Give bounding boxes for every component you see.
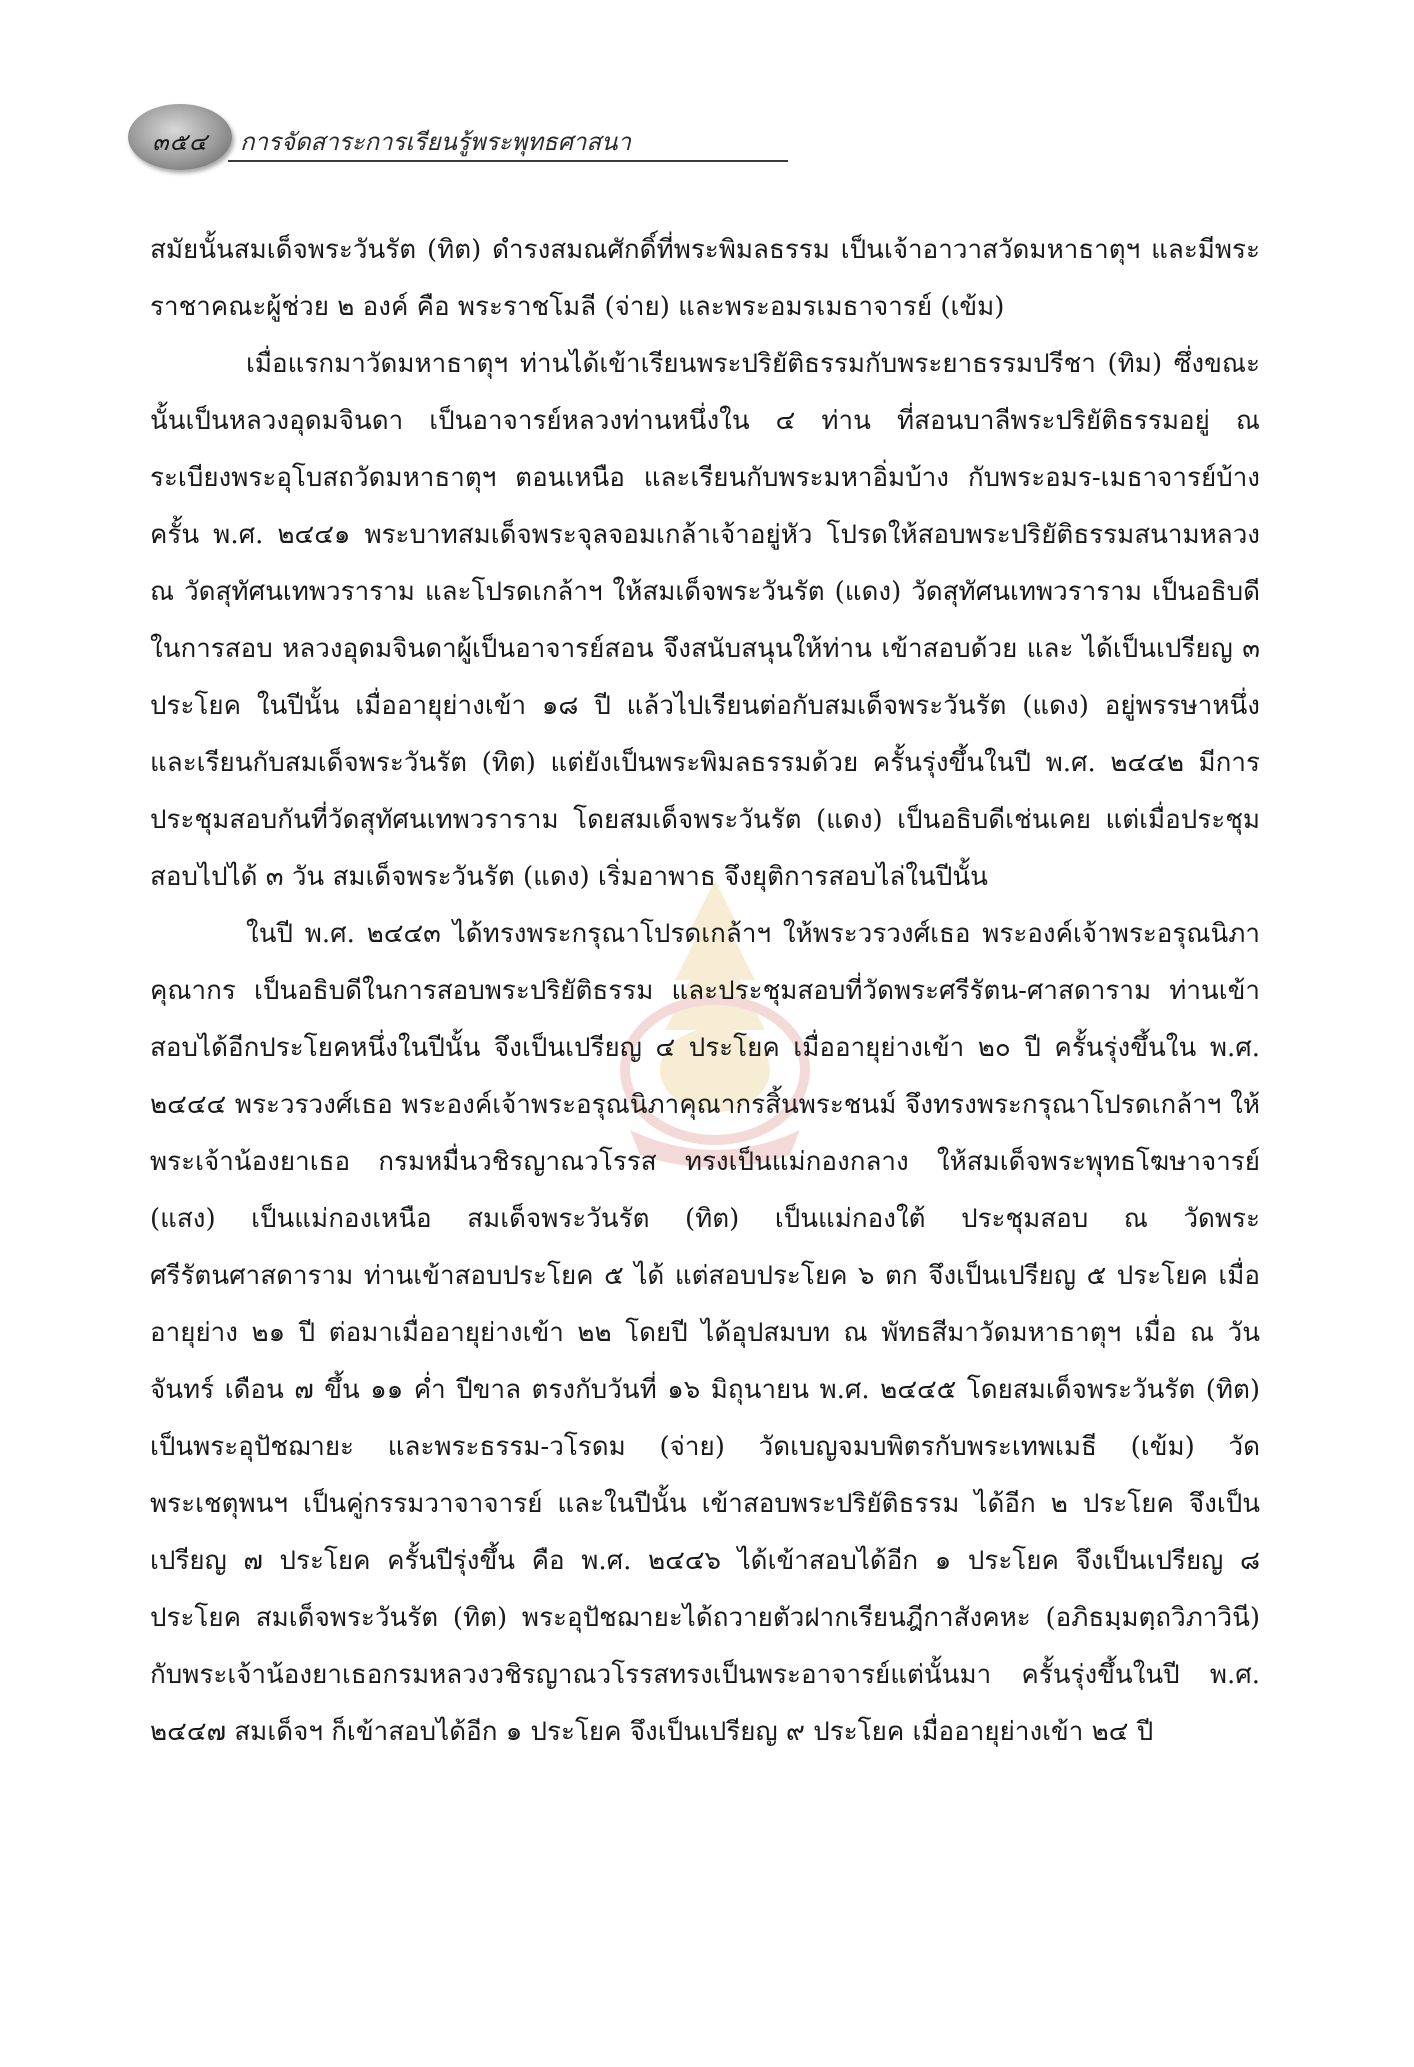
- running-title: การจัดสาระการเรียนรู้พระพุทธศาสนา: [240, 128, 631, 156]
- page-number-badge: [128, 104, 232, 170]
- body-text: [150, 222, 1260, 1761]
- page-header: [128, 100, 1318, 172]
- paragraph: สมัยนั้นสมเด็จพระวันรัต (ทิต) ดำรงสมณศักดิ์ที่พระพิมลธรรม เป็นเจ้าอาวาสวัดมหาธาตุฯ และมีพระราชาคณะผู้ช่วย ๒ องค์ คือ พระราชโมลี (จ่าย) และพระอมรเมธาจารย์ (เข้ม): [150, 235, 1260, 322]
- page-number: ๓๕๔: [152, 128, 208, 156]
- header-rule: [228, 160, 788, 162]
- paragraph: ในปี พ.ศ. ๒๔๔๓ ได้ทรงพระกรุณาโปรดเกล้าฯ ให้พระวรวงศ์เธอ พระองค์เจ้าพระอรุณนิภาคุณากร เป็นอธิบดีในการสอบพระปริยัติธรรม และประชุมสอบที่วัดพระศรีรัตน-ศาสดาราม ท่านเข้าสอบได้อีกประโยคหนึ่งในปีนั้น จึงเป็นเปรียญ ๔ ประโยค เมื่ออายุย่างเข้า ๒๐ ปี ครั้นรุ่งขึ้นใน พ.ศ. ๒๔๔๔ พระวรวงศ์เธอ พระองค์เจ้าพระอรุณนิภาคุณากรสิ้นพระชนม์ จึงทรงพระกรุณาโปรดเกล้าฯ ให้พระเจ้าน้องยาเธอ กรมหมื่นวชิรญาณวโรรส ทรงเป็นแม่กองกลาง ให้สมเด็จพระพุทธโฆษาจารย์ (แสง) เป็นแม่กองเหนือ สมเด็จพระวันรัต (ทิต) เป็นแม่กองใต้ ประชุมสอบ ณ วัดพระศรีรัตนศาสดาราม ท่านเข้าสอบประโยค ๕ ได้ แต่สอบประโยค ๖ ตก จึงเป็นเปรียญ ๕ ประโยค เมื่ออายุย่าง ๒๑ ปี ต่อมาเมื่ออายุย่างเข้า ๒๒ โดยปี ได้อุปสมบท ณ พัทธสีมาวัดมหาธาตุฯ เมื่อ ณ วันจันทร์ เดือน ๗ ขึ้น ๑๑ ค่ำ ปีขาล ตรงกับวันที่ ๑๖ มิถุนายน พ.ศ. ๒๔๔๕ โดยสมเด็จพระวันรัต (ทิต) เป็นพระอุปัชฌายะ และพระธรรม-วโรดม (จ่าย) วัดเบญจมบพิตรกับพระเทพเมธี (เข้ม) วัดพระเชตุพนฯ เป็นคู่กรรมวาจาจารย์ และในปีนั้น เข้าสอบพระปริยัติธรรม ได้อีก ๒ ประโยค จึงเป็นเปรียญ ๗ ประโยค ครั้นปีรุ่งขึ้น คือ พ.ศ. ๒๔๔๖ ได้เข้าสอบได้อีก ๑ ประโยค จึงเป็นเปรียญ ๘ ประโยค สมเด็จพระวันรัต (ทิต) พระอุปัชฌายะได้ถวายตัวฝากเรียนฎีกาสังคหะ (อภิธมฺมตฺถวิภาวินี) กับพระเจ้าน้องยาเธอกรมหลวงวชิรญาณวโรรสทรงเป็นพระอาจารย์แต่นั้นมา ครั้นรุ่งขึ้นในปี พ.ศ. ๒๔๔๗ สมเด็จฯ ก็เข้าสอบได้อีก ๑ ประโยค จึงเป็นเปรียญ ๙ ประโยค เมื่ออายุย่างเข้า ๒๔ ปี: [150, 919, 1261, 1747]
- paragraph: เมื่อแรกมาวัดมหาธาตุฯ ท่านได้เข้าเรียนพระปริยัติธรรมกับพระยาธรรมปรีชา (ทิม) ซึ่งขณะนั้นเป็นหลวงอุดมจินดา เป็นอาจารย์หลวงท่านหนึ่งใน ๔ ท่าน ที่สอนบาลีพระปริยัติธรรมอยู่ ณ ระเบียงพระอุโบสถวัดมหาธาตุฯ ตอนเหนือ และเรียนกับพระมหาอิ่มบ้าง กับพระอมร-เมธาจารย์บ้าง ครั้น พ.ศ. ๒๔๔๑ พระบาทสมเด็จพระจุลจอมเกล้าเจ้าอยู่หัว โปรดให้สอบพระปริยัติธรรมสนามหลวง ณ วัดสุทัศนเทพวราราม และโปรดเกล้าฯ ให้สมเด็จพระวันรัต (แดง) วัดสุทัศนเทพวราราม เป็นอธิบดีในการสอบ หลวงอุดมจินดาผู้เป็นอาจารย์สอน จึงสนับสนุนให้ท่าน เข้าสอบด้วย และ ได้เป็นเปรียญ ๓ ประโยค ในปีนั้น เมื่ออายุย่างเข้า ๑๘ ปี แล้วไปเรียนต่อกับสมเด็จพระวันรัต (แดง) อยู่พรรษาหนึ่ง และเรียนกับสมเด็จพระวันรัต (ทิต) แต่ยังเป็นพระพิมลธรรมด้วย ครั้นรุ่งขึ้นในปี พ.ศ. ๒๔๔๒ มีการประชุมสอบกันที่วัดสุทัศนเทพวราราม โดยสมเด็จพระวันรัต (แดง) เป็นอธิบดีเช่นเคย แต่เมื่อประชุมสอบไปได้ ๓ วัน สมเด็จพระวันรัต (แดง) เริ่มอาพาธ จึงยุติการสอบไล่ในปีนั้น: [150, 349, 1260, 892]
